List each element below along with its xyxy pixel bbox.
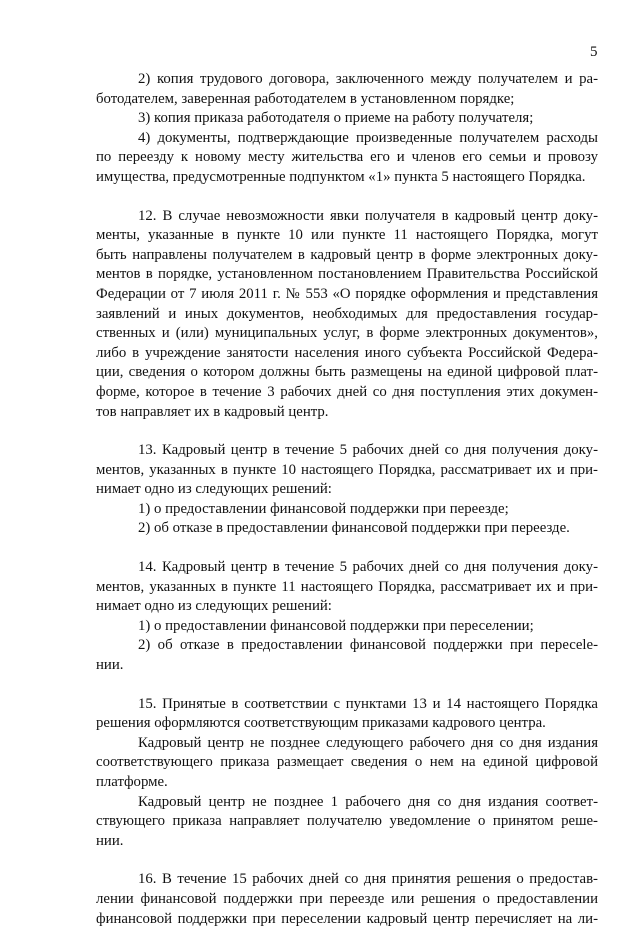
text-line: 15. Принятые в соответствии с пунктами 13 и 14 настоящего Порядка bbox=[138, 695, 598, 712]
paragraph-13 bbox=[96, 441, 598, 500]
page-number: 5 bbox=[590, 44, 598, 60]
text-line: лении финансовой поддержки при переезде или решения о предоставлении bbox=[96, 890, 598, 907]
text-line: ственных и (или) муниципальных услуг, в форме электронных документов», bbox=[96, 325, 598, 342]
text-line: менты, указанные в пункте 10 или пункте 11 настоящего Порядка, могут bbox=[96, 227, 598, 244]
text-line: соответствующего приказа размещает сведения о нем на единой цифровой bbox=[96, 754, 598, 771]
text-line: платформе. bbox=[96, 774, 168, 790]
text-line: 1) о предоставлении финансовой поддержки при переселении; bbox=[138, 617, 534, 634]
text-line: 12. В случае невозможности явки получателя в кадровый центр доку- bbox=[138, 207, 598, 224]
paragraph-14-item-1 bbox=[96, 617, 598, 637]
text-line: быть направлены получателем в кадровый центр в форме электронных доку- bbox=[96, 246, 598, 263]
text-line: 16. В течение 15 рабочих дней со дня принятия решения о предостав- bbox=[138, 871, 598, 888]
paragraph-15-part-2 bbox=[96, 734, 598, 793]
text-line: нии. bbox=[96, 657, 124, 674]
paragraph-13-item-2 bbox=[96, 519, 598, 539]
text-line: ствующего приказа направляет получателю уведомление о принятом реше- bbox=[96, 813, 598, 830]
text-line: ботодателем, заверенная работодателем в установленном порядке; bbox=[96, 90, 515, 107]
text-line: ментов в порядке, установленном постановлением Правительства Российской bbox=[96, 266, 598, 283]
paragraph-16 bbox=[96, 870, 598, 929]
text-line: финансовой поддержки при переселении кадровый центр перечисляет на ли- bbox=[96, 910, 598, 927]
text-line: тов направляет их в кадровый центр. bbox=[96, 403, 329, 420]
text-line: имущества, предусмотренные подпунктом «1» пункта 5 настоящего Порядка. bbox=[96, 168, 586, 185]
text-line: 2) об отказе в предоставлении финансовой поддержки при переезде. bbox=[138, 520, 570, 537]
text-line: Кадровый центр не позднее следующего рабочего дня со дня издания bbox=[138, 734, 598, 751]
document-body bbox=[96, 70, 598, 929]
text-line: форме, которое в течение 3 рабочих дней со дня поступления этих докумен- bbox=[96, 383, 598, 400]
text-line: ции, сведения о котором должны быть размещены на единой цифровой плат- bbox=[96, 364, 598, 381]
text-line: 13. Кадровый центр в течение 5 рабочих дней со дня получения доку- bbox=[138, 442, 598, 459]
text-line: Кадровый центр не позднее 1 рабочего дня со дня издания соответ- bbox=[138, 793, 598, 810]
paragraph-15-part-3 bbox=[96, 793, 598, 852]
text-line: 1) о предоставлении финансовой поддержки при переезде; bbox=[138, 500, 509, 517]
text-line: нимает одно из следующих решений: bbox=[96, 598, 332, 615]
text-line: ментов, указанных в пункте 11 настоящего Порядка, рассматривает их и при- bbox=[96, 578, 598, 595]
text-line: 14. Кадровый центр в течение 5 рабочих дней со дня получения доку- bbox=[138, 559, 598, 576]
text-line: по переезду к новому месту жительства его и членов его семьи и провозу bbox=[96, 149, 598, 166]
text-line: заявлений и иных документов, необходимых для предоставления государ- bbox=[96, 305, 598, 322]
text-line: 2) копия трудового договора, заключенного между получателем и ра- bbox=[138, 71, 598, 87]
text-line: ментов, указанных в пункте 10 настоящего Порядка, рассматривает их и при- bbox=[96, 461, 598, 478]
paragraph-14 bbox=[96, 558, 598, 617]
paragraph-item-2 bbox=[96, 70, 598, 109]
text-line: 4) документы, подтверждающие произведенные получателем расходы bbox=[138, 129, 598, 146]
text-line: 3) копия приказа работодателя о приеме на работу получателя; bbox=[138, 110, 534, 127]
paragraph-14-item-2 bbox=[96, 636, 598, 675]
text-line: 2) об отказе в предоставлении финансовой поддержки при пересele- bbox=[138, 637, 598, 654]
paragraph-13-item-1 bbox=[96, 500, 598, 520]
text-line: либо в учреждение занятости населения иного субъекта Российской Федера- bbox=[96, 344, 598, 361]
text-line: решения оформляются соответствующим приказами кадрового центра. bbox=[96, 715, 546, 732]
paragraph-item-3 bbox=[96, 109, 598, 129]
paragraph-15 bbox=[96, 695, 598, 734]
paragraph-12 bbox=[96, 207, 598, 423]
text-line: нимает одно из следующих решений: bbox=[96, 481, 332, 498]
text-line: Федерации от 7 июля 2011 г. № 553 «О порядке оформления и представления bbox=[96, 285, 598, 302]
paragraph-item-4 bbox=[96, 129, 598, 188]
text-line: нии. bbox=[96, 832, 124, 849]
